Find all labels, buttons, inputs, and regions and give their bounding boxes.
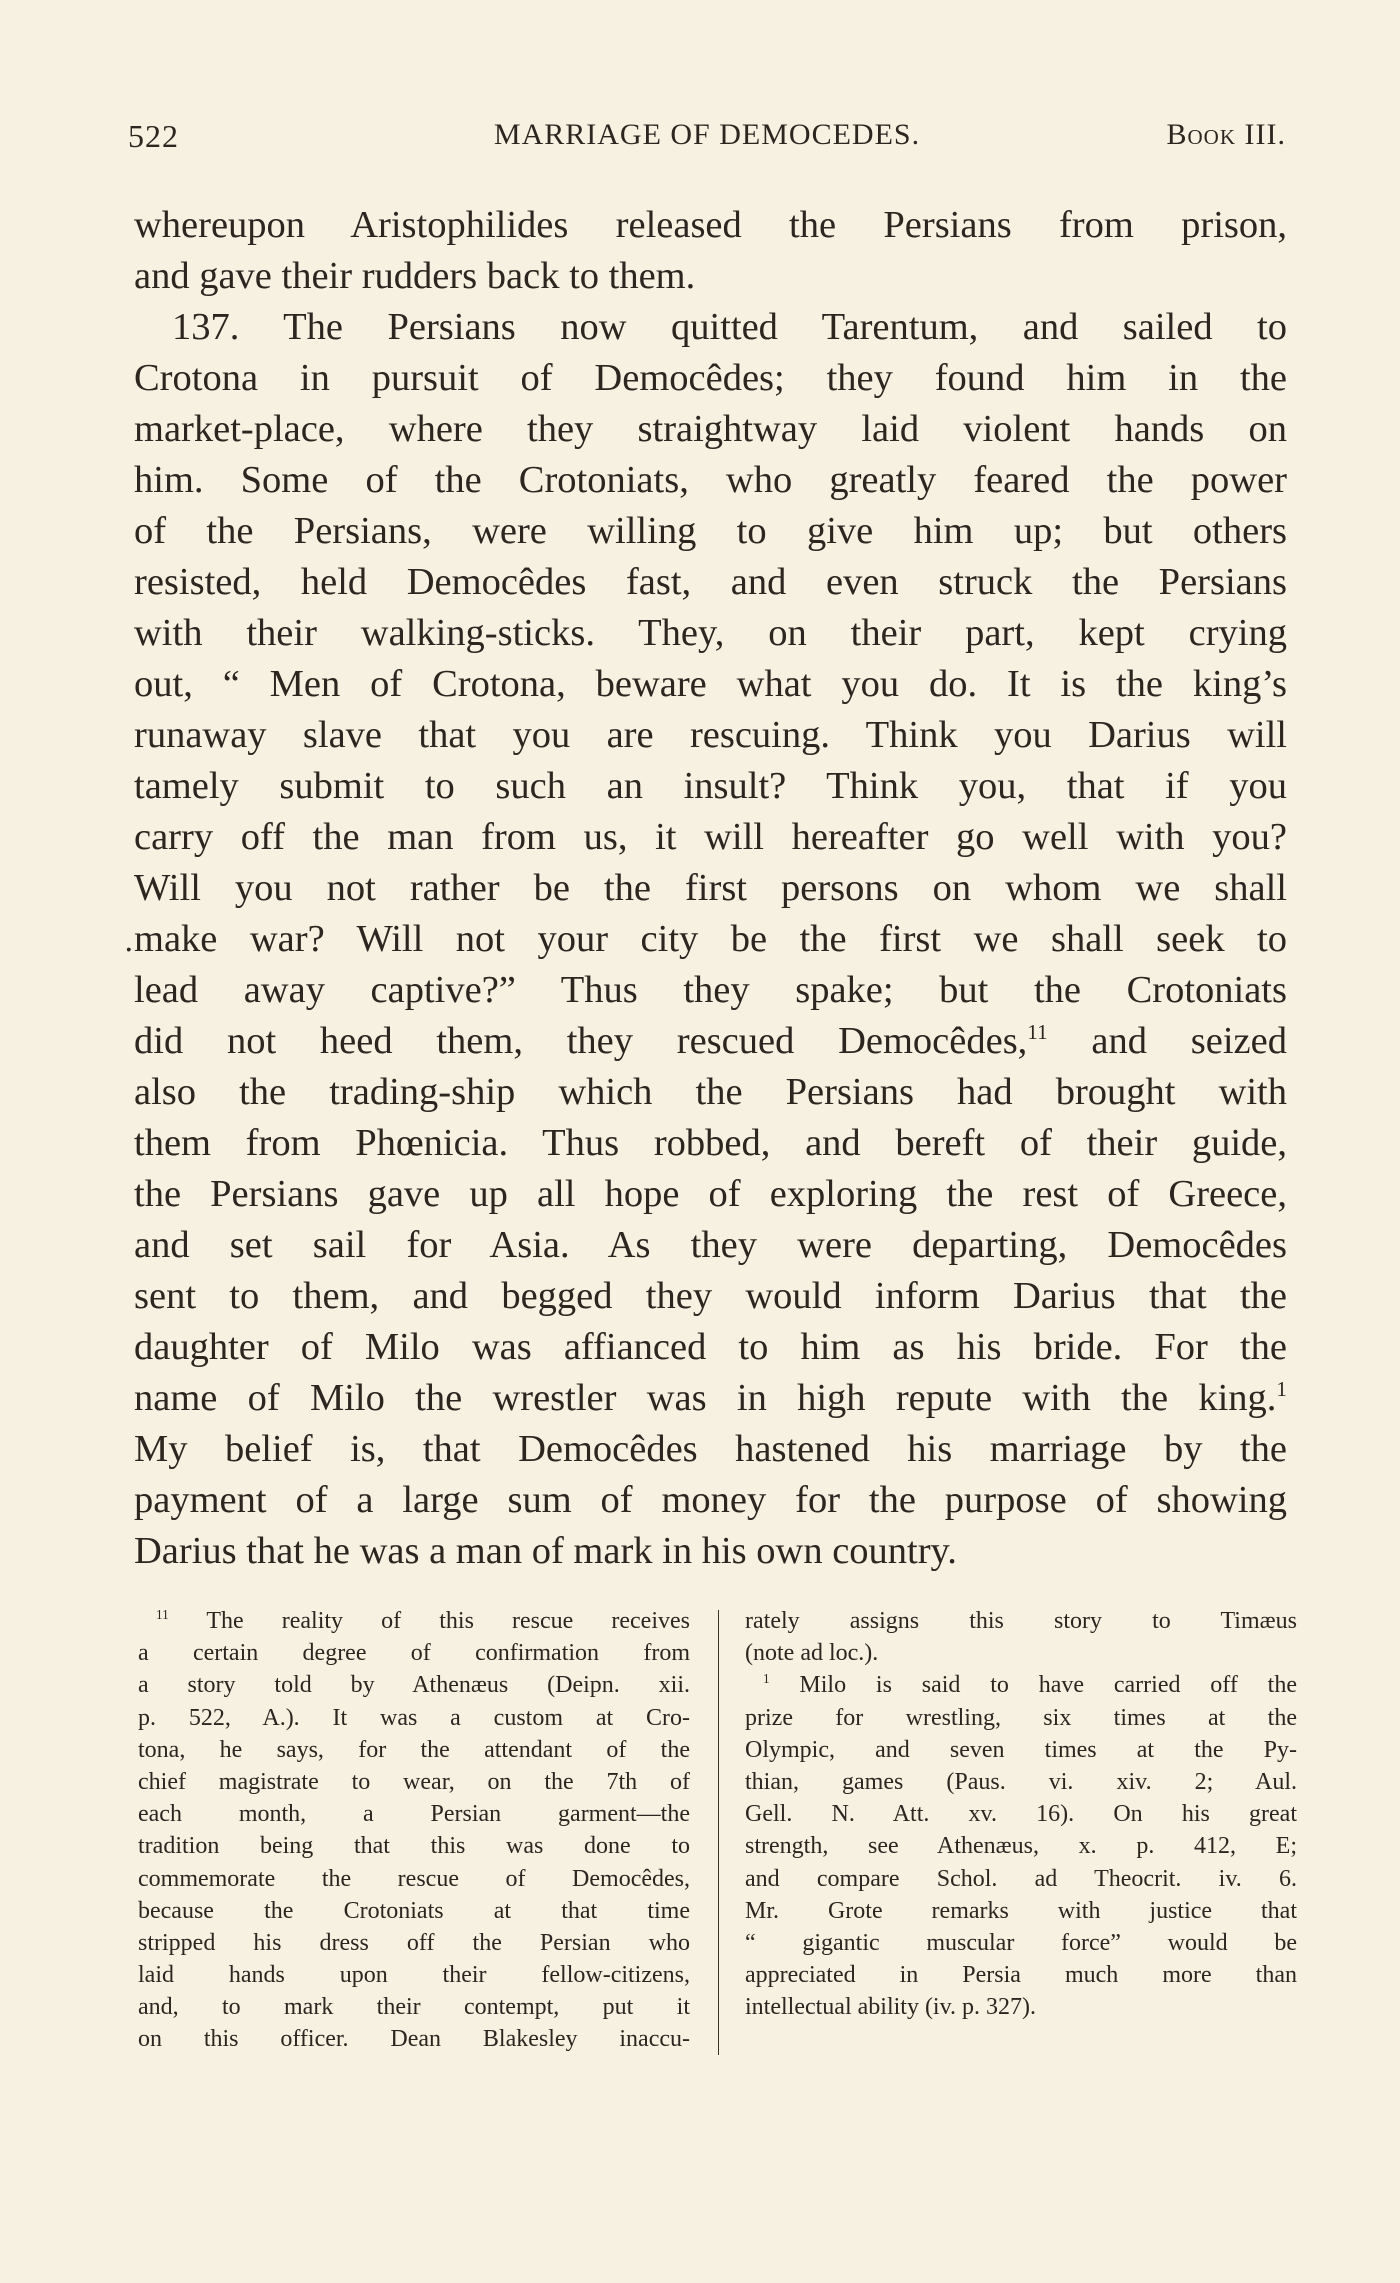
book-word: Book — [1166, 118, 1237, 151]
footnote-line: strength, see Athenæus, x. p. 412, E; — [745, 1833, 1297, 1860]
margin-mark: . — [124, 924, 134, 959]
text-line: with their walking-sticks. They, on their part, kept crying — [134, 612, 1287, 654]
footnote-column-right — [745, 1605, 1297, 2023]
text-line: make war? Will not your city be the first we shall seek to — [134, 918, 1287, 960]
text-fragment: The reality of this rescue receives — [206, 1608, 690, 1634]
footnote-line: (note ad loc.). — [745, 1640, 879, 1667]
text-line: Will you not rather be the first persons on whom we shall — [134, 867, 1287, 909]
text-line: tamely submit to such an insult? Think you, that if you — [134, 765, 1287, 807]
main-text — [134, 200, 1287, 1577]
text-line: Crotona in pursuit of Democêdes; they found him in the — [134, 357, 1287, 399]
text-line-with-note-11 — [134, 1016, 1287, 1067]
running-header — [128, 118, 1286, 158]
footnote-line: Olympic, and seven times at the Py- — [745, 1736, 1297, 1763]
footnote-column-left — [138, 1605, 690, 2056]
text-line: and gave their rudders back to them. — [134, 255, 696, 297]
text-line: My belief is, that Democêdes hastened his marriage by the — [134, 1428, 1287, 1470]
footnote-line: commemorate the rescue of Democêdes, — [138, 1865, 690, 1892]
text-line: him. Some of the Crotoniats, who greatly feared the power — [134, 459, 1287, 501]
text-line: whereupon Aristophilides released the Persians from prison, — [134, 204, 1287, 246]
footnote-line: a certain degree of confirmation from — [138, 1640, 690, 1667]
page-number: 522 — [128, 118, 179, 154]
text-line: them from Phœnicia. Thus robbed, and bereft of their guide, — [134, 1122, 1287, 1164]
footnote-line — [138, 1605, 690, 1637]
footnote-line: chief magistrate to wear, on the 7th of — [138, 1768, 690, 1795]
text-line: out, “ Men of Crotona, beware what you do. It is the king’s — [134, 663, 1287, 705]
text-line: payment of a large sum of money for the purpose of showing — [134, 1479, 1287, 1521]
footnote-line: thian, games (Paus. vi. xiv. 2; Aul. — [745, 1768, 1297, 1795]
text-line: daughter of Milo was affianced to him as his bride. For the — [134, 1326, 1287, 1368]
footnote-line: laid hands upon their fellow-citizens, — [138, 1962, 690, 1989]
text-line: lead away captive?” Thus they spake; but the Crotoniats — [134, 969, 1287, 1011]
text-line: resisted, held Democêdes fast, and even struck the Persians — [134, 561, 1287, 603]
section-start-line: 137. The Persians now quitted Tarentum, and sailed to — [172, 306, 1287, 348]
text-line: also the trading-ship which the Persians had brought with — [134, 1071, 1287, 1113]
footnote-line: because the Crotoniats at that time — [138, 1897, 690, 1924]
text-fragment: and seized — [1047, 1020, 1287, 1062]
footnote-line: and, to mark their contempt, put it — [138, 1994, 690, 2021]
footnote-line — [745, 1669, 1297, 1701]
footnote-line: intellectual ability (iv. p. 327). — [745, 1994, 1037, 2021]
text-line: of the Persians, were willing to give him up; but others — [134, 510, 1287, 552]
text-line-with-note-1 — [134, 1373, 1287, 1424]
text-line: and set sail for Asia. As they were departing, Democêdes — [134, 1224, 1287, 1266]
text-line: market-place, where they straightway laid violent hands on — [134, 408, 1287, 450]
footnotes — [138, 1605, 1298, 2055]
text-fragment: did not heed them, they rescued Democêdes, — [134, 1020, 1028, 1062]
footnote-ref-11: 11 — [1027, 1020, 1048, 1045]
footnote-line: appreciated in Persia much more than — [745, 1962, 1297, 1989]
text-line: the Persians gave up all hope of exploring the rest of Greece, — [134, 1173, 1287, 1215]
footnote-line: “ gigantic muscular force” would be — [745, 1929, 1297, 1956]
footnote-line: and compare Schol. ad Theocrit. iv. 6. — [745, 1865, 1297, 1892]
text-line: Darius that he was a man of mark in his own country. — [134, 1530, 957, 1572]
footnote-ref-1: 1 — [1276, 1377, 1287, 1402]
footnote-marker-1: 1 — [763, 1671, 770, 1687]
footnote-line: rately assigns this story to Timæus — [745, 1608, 1297, 1634]
footnote-line: stripped his dress off the Persian who — [138, 1929, 690, 1956]
footnote-line: tona, he says, for the attendant of the — [138, 1736, 690, 1763]
text-line: sent to them, and begged they would inform Darius that the — [134, 1275, 1287, 1317]
footnote-line: on this officer. Dean Blakesley inaccu- — [138, 2026, 690, 2053]
footnote-marker-11: 11 — [156, 1607, 169, 1622]
footnote-line: each month, a Persian garment—the — [138, 1801, 690, 1828]
footnote-line: a story told by Athenæus (Deipn. xii. — [138, 1672, 690, 1699]
footnote-line: prize for wrestling, six times at the — [745, 1704, 1297, 1731]
text-line: runaway slave that you are rescuing. Think you Darius will — [134, 714, 1287, 756]
book-label — [1167, 118, 1287, 152]
text-fragment: Milo is said to have carried off the — [799, 1672, 1298, 1699]
text-line: carry off the man from us, it will hereafter go well with you? — [134, 816, 1287, 858]
footnote-line: tradition being that this was done to — [138, 1833, 690, 1860]
book-number: III. — [1244, 118, 1286, 151]
text-fragment: name of Milo the wrestler was in high repute with the king. — [134, 1377, 1277, 1419]
footnote-line: p. 522, A.). It was a custom at Cro- — [138, 1704, 690, 1731]
running-title: MARRIAGE OF DEMOCEDES. — [493, 118, 921, 151]
footnote-line: Gell. N. Att. xv. 16). On his great — [745, 1801, 1297, 1828]
footnote-line: Mr. Grote remarks with justice that — [745, 1897, 1297, 1924]
